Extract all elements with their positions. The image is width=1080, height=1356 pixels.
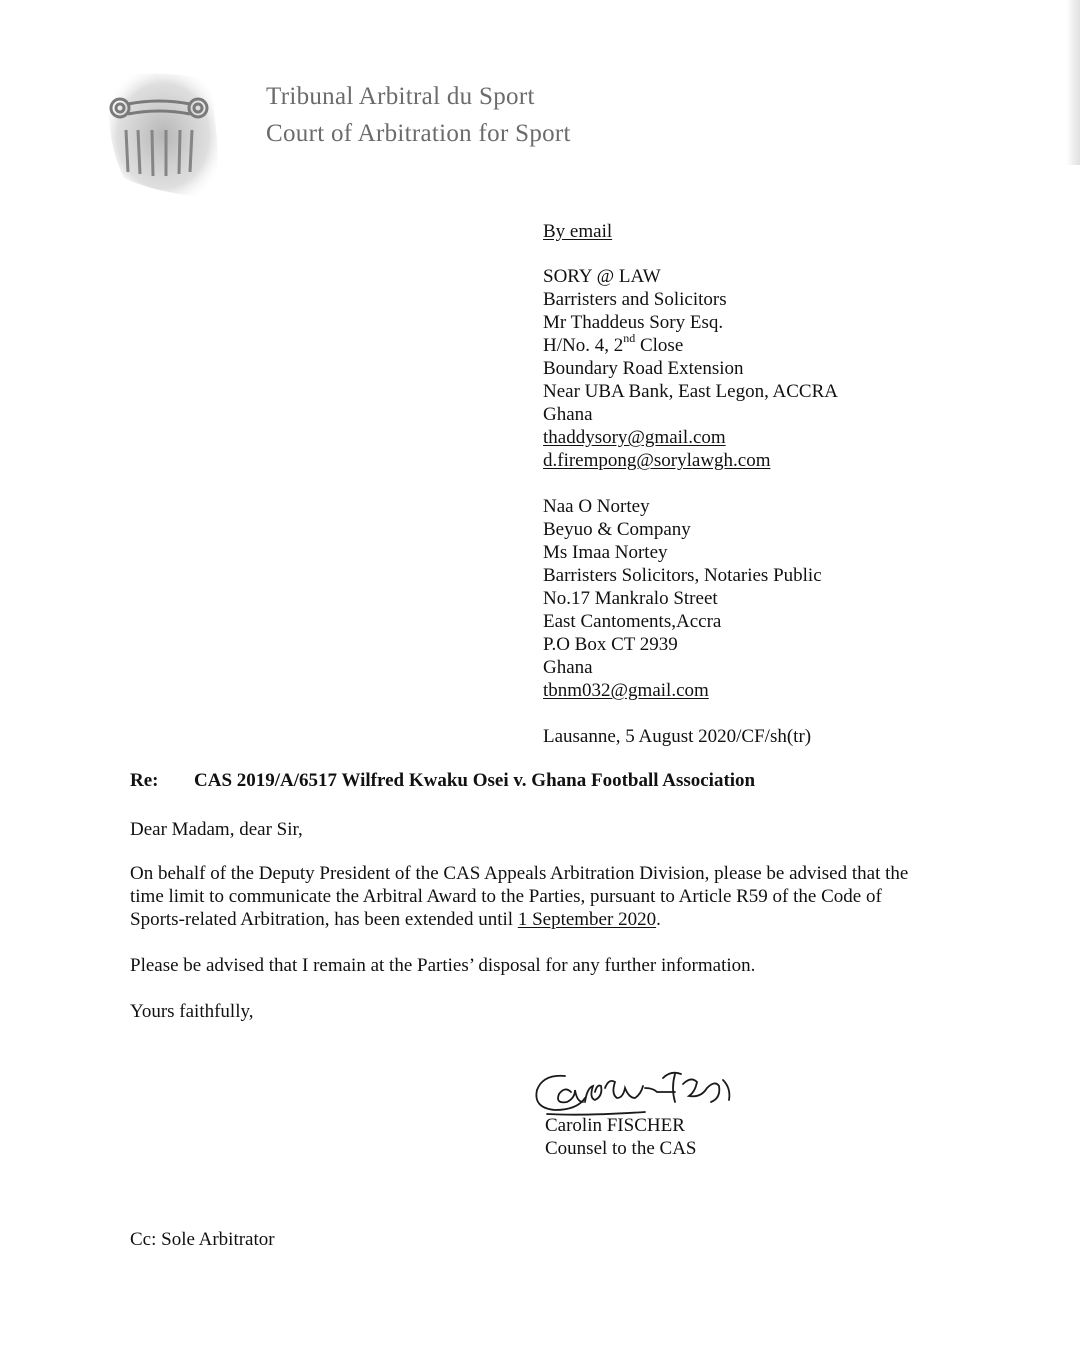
recipient-address-1 [543, 265, 838, 472]
email-link[interactable]: d.firempong@sorylawgh.com [543, 450, 771, 471]
salutation-text: Dear Madam, dear Sir, [130, 819, 303, 840]
subject-label: Re: [130, 770, 159, 791]
deadline-date: 1 September 2020 [517, 909, 657, 930]
paragraph-line: time limit to communicate the Arbitral Award to the Parties, pursuant to Article R59 of the Code of [130, 886, 882, 907]
recipient-firm: Naa O Nortey [543, 496, 650, 517]
org-name-french: Tribunal Arbitral du Sport [266, 83, 535, 110]
page-edge-shadow [1066, 0, 1080, 165]
recipient-country: Ghana [543, 657, 593, 678]
letterhead [266, 78, 571, 152]
recipient-contact: Mr Thaddeus Sory Esq. [543, 312, 724, 333]
paragraph-line: Please be advised that I remain at the Parties’ disposal for any further information. [130, 955, 756, 976]
recipient-street: Boundary Road Extension [543, 358, 744, 379]
delivery-label: By email [543, 221, 613, 242]
recipient-street: No.17 Mankralo Street [543, 588, 718, 609]
recipient-address-2 [543, 495, 822, 702]
paragraph-disposal [130, 954, 755, 977]
paragraph-extension [130, 862, 908, 931]
signer-block [545, 1114, 696, 1160]
paragraph-line: Sports-related Arbitration, has been extended until 1 September 2020. [130, 909, 661, 930]
paragraph-line: On behalf of the Deputy President of the CAS Appeals Arbitration Division, please be advised that the [130, 863, 909, 884]
recipient-house: H/No. 4, 2nd Close [543, 330, 684, 356]
recipient-line: Barristers Solicitors, Notaries Public [543, 565, 822, 586]
recipient-country: Ghana [543, 404, 593, 425]
cc-line: Cc: Sole Arbitrator [130, 1229, 275, 1250]
email-link[interactable]: tbnm032@gmail.com [543, 680, 709, 701]
recipient-firm: SORY @ LAW [543, 266, 661, 287]
recipient-contact: Ms Imaa Nortey [543, 542, 668, 563]
closing [130, 1000, 254, 1023]
recipient-area: Near UBA Bank, East Legon, ACCRA [543, 381, 839, 402]
recipient-line: Beyuo & Company [543, 519, 691, 540]
closing-text: Yours faithfully, [130, 1001, 254, 1022]
cas-logo-icon [98, 68, 220, 200]
recipient-po-box: P.O Box CT 2939 [543, 634, 678, 655]
recipient-area: East Cantoments,Accra [543, 611, 722, 632]
signer-title: Counsel to the CAS [545, 1138, 697, 1159]
recipient-line: Barristers and Solicitors [543, 289, 727, 310]
email-link[interactable]: thaddysory@gmail.com [543, 427, 726, 448]
org-name-english: Court of Arbitration for Sport [266, 120, 571, 147]
subject-text: CAS 2019/A/6517 Wilfred Kwaku Osei v. Ghana Football Association [194, 770, 756, 791]
place-date-reference: Lausanne, 5 August 2020/CF/sh(tr) [543, 726, 812, 747]
signer-name: Carolin FISCHER [545, 1115, 685, 1136]
salutation [130, 818, 303, 841]
place-date [543, 725, 811, 748]
delivery-method [543, 220, 612, 243]
subject-line [130, 770, 755, 792]
